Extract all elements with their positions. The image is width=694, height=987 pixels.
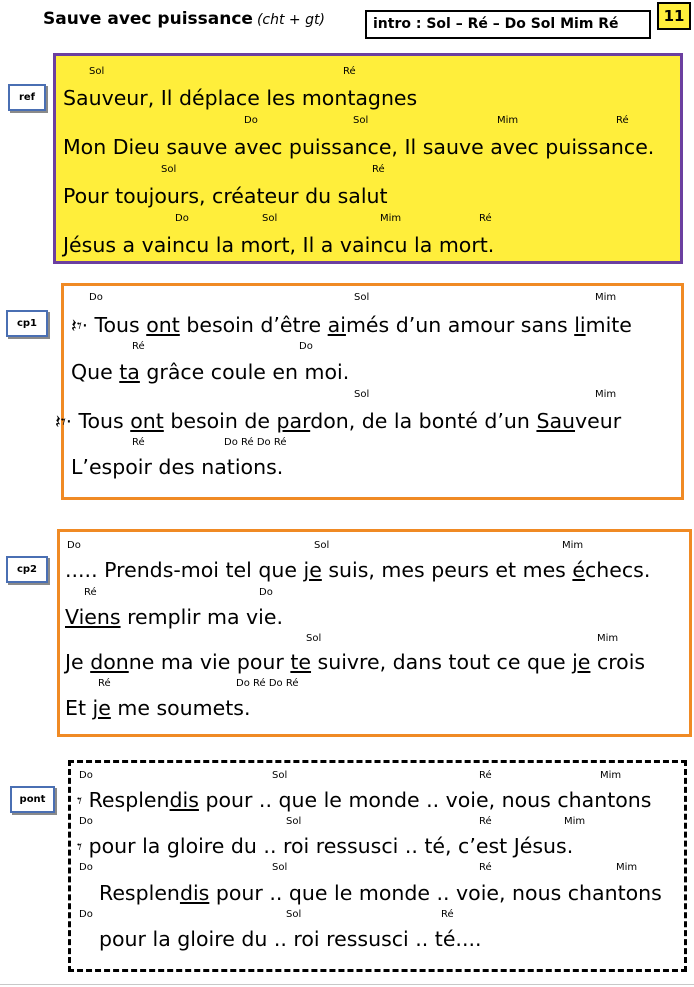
chord: Mim — [597, 633, 619, 644]
lyric-line: Mon Dieu sauve avec puissance, Il sauve avec puissance. — [63, 135, 655, 159]
rest-symbol: 𝄾 — [77, 836, 83, 858]
chord: Sol — [354, 389, 370, 400]
chord: Ré — [479, 862, 492, 873]
chord: Sol — [89, 66, 105, 77]
label-cp2: cp2 — [6, 556, 48, 583]
title-text: Sauve avec puissance — [43, 9, 253, 29]
chord: Sol — [272, 770, 288, 781]
chord: Sol — [262, 213, 278, 224]
subtitle-text: (cht + gt) — [256, 12, 325, 28]
chord: Ré — [84, 587, 97, 598]
rest-symbol: 𝄽𝄾· — [55, 411, 72, 433]
chord: Sol — [314, 540, 330, 551]
lyric-line: 𝄾 Resplendis pour .. que le monde .. voie, nous chantons — [77, 788, 652, 812]
chord: Mim — [564, 816, 586, 827]
lyric-line: Jésus a vaincu la mort, Il a vaincu la mort. — [63, 233, 495, 257]
chord: Sol — [286, 909, 302, 920]
lyric-line: Sauveur, Il déplace les montagnes — [63, 86, 418, 110]
chord: Ré — [479, 816, 492, 827]
lyric-line: Resplendis pour .. que le monde .. voie, nous chantons — [99, 881, 662, 905]
label-pont: pont — [10, 786, 55, 813]
lyric-line: Viens remplir ma vie. — [65, 605, 283, 629]
chord: Mim — [600, 770, 622, 781]
chord: Sol — [354, 292, 370, 303]
chord: Ré — [441, 909, 454, 920]
chord: Sol — [353, 115, 369, 126]
chord: Do — [259, 587, 273, 598]
chord: Do Ré Do Ré — [236, 678, 299, 689]
chord: Do — [67, 540, 81, 551]
label-cp1: cp1 — [6, 310, 48, 337]
chord: Mim — [616, 862, 638, 873]
chord: Do — [79, 816, 93, 827]
chord: Ré — [616, 115, 629, 126]
chord: Do — [175, 213, 189, 224]
chord: Do — [299, 341, 313, 352]
chord: Sol — [272, 862, 288, 873]
lyric-line: ..... Prends-moi tel que je suis, mes peurs et mes échecs. — [65, 558, 651, 582]
chord: Mim — [497, 115, 519, 126]
couplet-1-box — [55, 283, 684, 500]
chord: Do Ré Do Ré — [224, 437, 287, 448]
intro-chords-box: intro : Sol – Ré – Do Sol Mim Ré — [365, 10, 651, 39]
chord: Do — [79, 909, 93, 920]
chord: Mim — [380, 213, 402, 224]
chord: Sol — [161, 164, 177, 175]
chord: Do — [79, 770, 93, 781]
label-ref: ref — [8, 84, 46, 111]
pont-box — [68, 760, 687, 972]
chord: Mim — [595, 292, 617, 303]
chord: Do — [79, 862, 93, 873]
chord: Mim — [595, 389, 617, 400]
lyric-line: Je donne ma vie pour te suivre, dans tout ce que je crois — [65, 650, 646, 674]
lyric-line: pour la gloire du .. roi ressusci .. té.... — [99, 927, 482, 951]
lyric-line: Pour toujours, créateur du salut — [63, 184, 388, 208]
chord: Ré — [343, 66, 356, 77]
chord: Sol — [286, 816, 302, 827]
chord: Ré — [132, 437, 145, 448]
chord: Ré — [479, 213, 492, 224]
chord: Ré — [98, 678, 111, 689]
bottom-divider — [0, 984, 694, 985]
couplet-2-box — [57, 529, 692, 737]
rest-symbol: 𝄽𝄾· — [71, 315, 88, 337]
page-number-badge: 11 — [657, 2, 691, 30]
refrain-box — [53, 53, 683, 264]
chord: Do — [89, 292, 103, 303]
lyric-line: 𝄽𝄾· Tous ont besoin d’être aimés d’un amour sans limite — [71, 313, 632, 337]
lyric-line: 𝄾 pour la gloire du .. roi ressusci .. té, c’est Jésus. — [77, 834, 574, 858]
lyric-line: L’espoir des nations. — [71, 455, 284, 479]
chord: Ré — [132, 341, 145, 352]
rest-symbol: 𝄾 — [77, 790, 83, 812]
chord: Ré — [479, 770, 492, 781]
lyric-line: Que ta grâce coule en moi. — [71, 360, 350, 384]
chord: Do — [244, 115, 258, 126]
song-title — [43, 9, 325, 29]
lyric-line: 𝄽𝄾· Tous ont besoin de pardon, de la bonté d’un Sauveur — [55, 409, 622, 433]
chord: Mim — [562, 540, 584, 551]
lyric-line: Et je me soumets. — [65, 696, 251, 720]
chord: Ré — [372, 164, 385, 175]
chord: Sol — [306, 633, 322, 644]
